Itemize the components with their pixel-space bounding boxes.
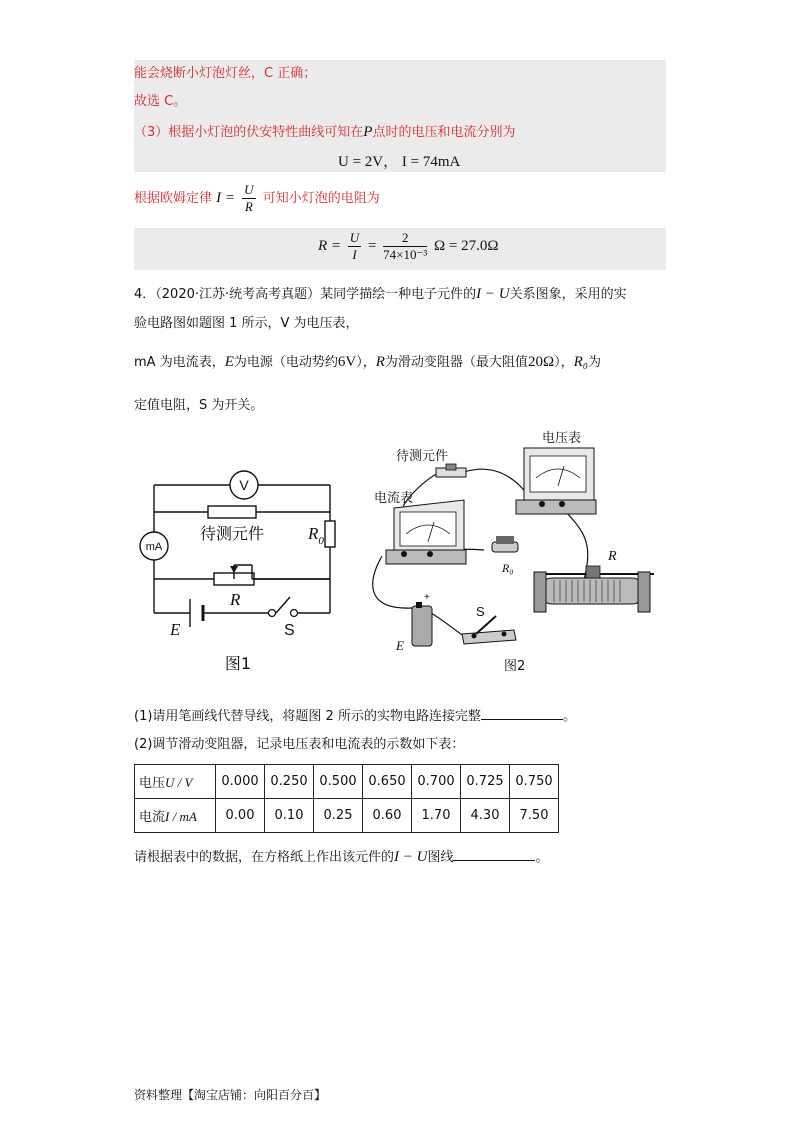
table-cell: 1.70	[412, 799, 461, 833]
figure-2-ammeter	[386, 500, 466, 564]
answer-part-3: （3）根据小灯泡的伏安特性曲线可知在P点时的电压和电流分别为	[134, 124, 516, 140]
table-cell: 0.725	[461, 765, 510, 799]
figure-1-ammeter-label: mA	[145, 541, 163, 553]
answer-ohm-law: 根据欧姆定律 I = $\frac{U}{R}$ 可知小灯泡的电阻为	[134, 182, 380, 214]
figure-2-rheostat-label: R	[608, 549, 617, 564]
table-cell: 4.30	[461, 799, 510, 833]
figure-2-apparatus	[364, 430, 669, 680]
table-cell: 7.50	[510, 799, 559, 833]
figure-2-switch	[462, 616, 516, 644]
sub-question-2: (2)调节滑动变阻器，记录电压表和电流表的示数如下表：	[134, 737, 465, 752]
figure-2-switch-label: S	[476, 604, 485, 619]
answer-line-2: 故选 C。	[134, 94, 187, 109]
figure-1-switch-label: S	[284, 622, 295, 639]
figure-2-r0	[492, 536, 518, 552]
figure-2-r0-label: R₀	[502, 561, 514, 575]
table-row	[135, 799, 559, 833]
table-cell: 0.700	[412, 765, 461, 799]
question-line-4: 定值电阻，S 为开关。	[134, 398, 264, 413]
table-cell: 0.000	[216, 765, 265, 799]
table-row	[135, 765, 559, 799]
table-row-label: 电压U / V	[135, 765, 216, 799]
figure-1-r0-label: $R_0$	[308, 524, 324, 547]
page-footer: 资料整理【淘宝店铺：向阳百分百】	[134, 1088, 327, 1102]
question-line-3: mA 为电流表，E为电源（电动势约6V），R为滑动变阻器（最大阻值20Ω），R₀为	[134, 354, 602, 370]
figure-2-battery	[412, 592, 432, 646]
table-cell: 0.650	[363, 765, 412, 799]
answer-line-1: 能会烧断小灯泡灯丝，C 正确；	[134, 66, 317, 81]
answer-equation-1: U = 2V， I = 74mA	[338, 154, 461, 170]
figure-2-source-label: E	[396, 638, 404, 653]
answer-equation-2: R = $\frac{U}{I}$ = $\frac{2}{\text{74×10⁻³}}$ Ω = 27.0Ω	[318, 230, 499, 262]
table-cell: 0.25	[314, 799, 363, 833]
answer-blank-2[interactable]	[453, 846, 535, 861]
figure-1-caption: 图1	[224, 654, 252, 673]
figure-1-source-label: E	[170, 620, 181, 639]
table-cell: 0.60	[363, 799, 412, 833]
figure-2-voltmeter	[516, 448, 596, 514]
figure-2-ammeter-label: 电流表	[374, 491, 414, 506]
figure-2-component	[436, 464, 466, 477]
table-cell: 0.10	[265, 799, 314, 833]
question-line-1: 4．（2020·江苏·统考高考真题）某同学描绘一种电子元件的I − U关系图象，采用的实	[134, 286, 627, 302]
data-table	[134, 764, 559, 833]
answer-blank-1[interactable]	[481, 705, 563, 720]
svg-text:+: +	[424, 592, 430, 603]
table-cell: 0.750	[510, 765, 559, 799]
table-cell: 0.00	[216, 799, 265, 833]
figure-1-rheostat-label: R	[230, 590, 241, 609]
figure-2-component-label: 待测元件	[396, 449, 449, 464]
question-line-2: 验电路图如题图 1 所示，V 为电压表，	[134, 316, 359, 331]
figure-1-component-label: 待测元件	[199, 524, 265, 543]
sub-question-2-tail: 请根据表中的数据，在方格纸上作出该元件的I − U图线 。	[134, 846, 549, 868]
table-cell: 0.250	[265, 765, 314, 799]
figure-1-voltmeter-label: V	[239, 477, 249, 493]
table-cell: 0.500	[314, 765, 363, 799]
sub-question-1: (1)请用笔画线代替导线，将题图 2 所示的实物电路连接完整 。	[134, 705, 576, 727]
figure-2-voltmeter-label: 电压表	[542, 431, 582, 446]
figure-1-circuit	[134, 455, 354, 685]
figure-2-caption: 图2	[504, 659, 526, 674]
figure-2-rheostat	[534, 566, 654, 612]
table-row-label: 电流I / mA	[135, 799, 216, 833]
